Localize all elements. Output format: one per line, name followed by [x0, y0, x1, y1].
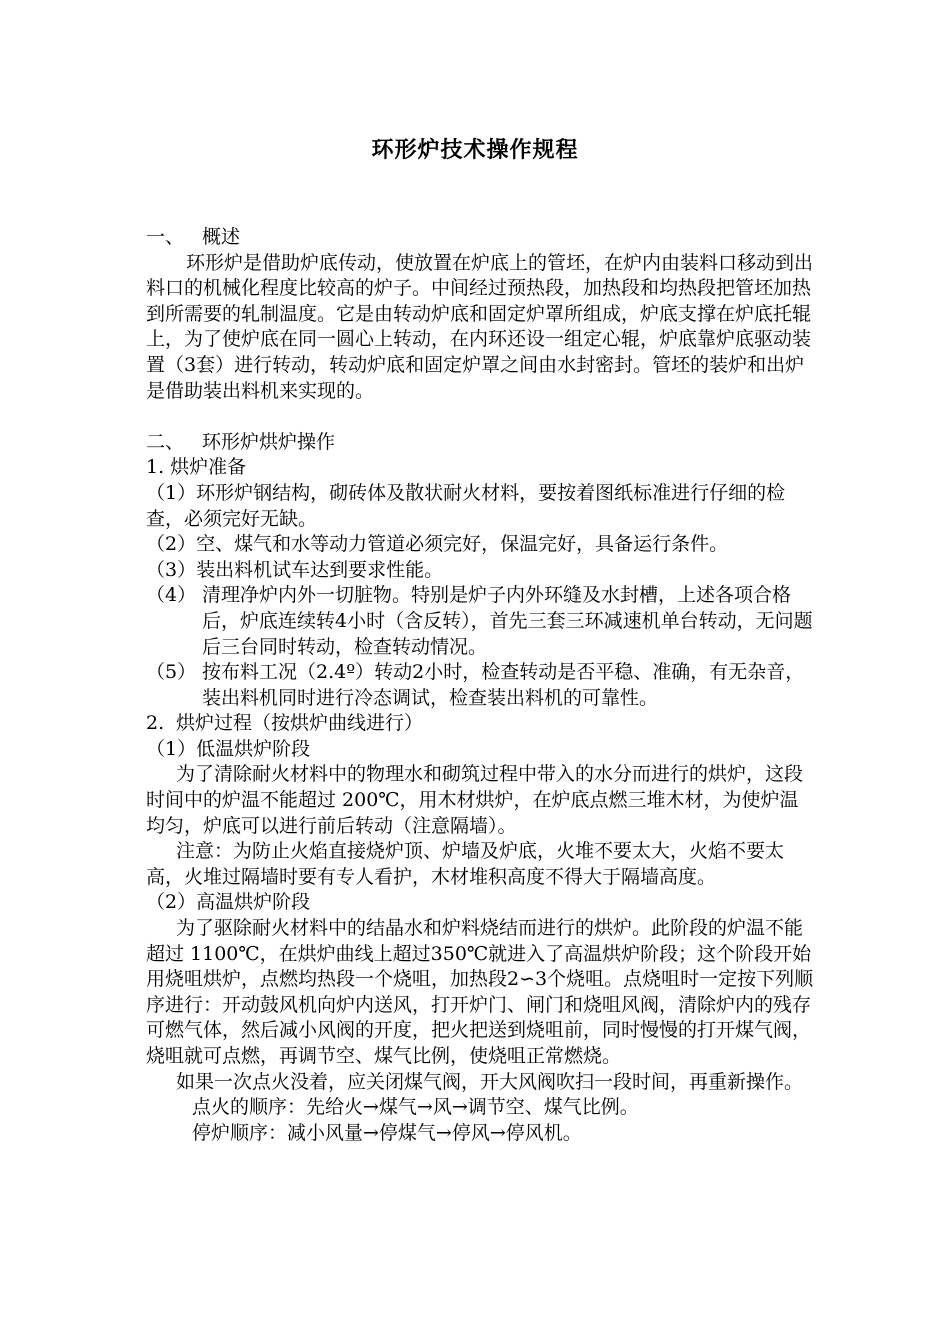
section-2-heading: [146, 430, 816, 456]
subsection-1-heading: 1. 烘炉准备: [146, 456, 247, 479]
list-item-3-label: （3）: [146, 558, 197, 581]
ignition-sequence: 点火的顺序：先给火→煤气→风→调节空、煤气比例。: [192, 1096, 639, 1119]
section-1-paragraph: 环形炉是借助炉底传动，使放置在炉底上的管坯，在炉内由装料口移动到出料口的机械化程度比较高的炉子。中间经过预热段，加热段和均热段把管坯加热到所需要的轧制温度。它是由转动炉底和固定炉罩所组成，炉底支撑在炉底托辊上，为了使炉底在同一圆心上转动，在内环还设一组定心辊，炉底靠炉底驱动装置（3套）进行转动，转动炉底和固定炉罩之间由水封密封。管坯的装炉和出炉是借助装出料机来实现的。: [146, 251, 814, 402]
shutdown-sequence: 停炉顺序：减小风量→停煤气→停风→停风机。: [192, 1121, 582, 1144]
list-item-2-label: （2）: [146, 533, 197, 556]
low-temp-paragraph: 为了清除耐火材料中的物理水和砌筑过程中带入的水分而进行的烘炉，这段时间中的炉温不能超过 200℃，用木材烘炉，在炉底点燃三堆木材，为使炉温均匀，炉底可以进行前后转动（注意隔墙）。: [146, 763, 804, 837]
low-temp-note: 注意：为防止火焰直接烧炉顶、炉墙及炉底，火堆不要太大，火焰不要太高，火堆过隔墙时要有专人看护，木材堆积高度不得大于隔墙高度。: [146, 840, 785, 888]
document-body: [146, 225, 816, 1146]
section-2-title: 环形炉烘炉操作: [202, 430, 336, 453]
section-1-number: 一、: [146, 226, 185, 248]
list-item-5-label: （5）: [146, 661, 197, 684]
list-item-4: [146, 583, 816, 660]
list-item-3: [146, 558, 816, 584]
low-temp-heading: （1）低温烘炉阶段: [146, 737, 311, 760]
section-1-heading: [146, 225, 816, 251]
blank-line: [146, 404, 816, 430]
subsection-2-heading: [146, 711, 816, 737]
list-item-3-text: 装出料机试车达到要求性能。: [196, 558, 444, 581]
section-2-number: 二、: [146, 430, 185, 453]
document-title: 环形炉技术操作规程: [371, 137, 579, 163]
list-item-2: [146, 532, 816, 558]
section-1-title: 概述: [202, 226, 241, 248]
list-item-5-text: 按布料工况（2.4º）转动2小时，检查转动是否平稳、准确，有无杂音，装出料机同时进行冷态调试，检查装出料机的可靠性。: [202, 661, 805, 709]
list-item-4-label: （4）: [146, 584, 197, 607]
list-item-4-text: 清理净炉内外一切脏物。特别是炉子内外环缝及水封槽，上述各项合格后，炉底连续转4小时（含反转），首先三套三环减速机单台转动，无问题后三台同时转动，检查转动情况。: [202, 584, 813, 658]
list-item-1-text: 环形炉钢结构，砌砖体及散状耐火材料，要按着图纸标准进行仔细的检查，必须完好无缺。: [146, 481, 786, 530]
list-item-1: [146, 481, 816, 532]
subsection-2-number: 2.: [146, 712, 165, 735]
high-temp-paragraph-2: 如果一次点火没着，应关闭煤气阀，开大风阀吹扫一段时间，再重新操作。: [176, 1070, 804, 1093]
high-temp-heading: （2）高温烘炉阶段: [146, 891, 311, 914]
subsection-2-title: 烘炉过程（按烘炉曲线进行）: [176, 712, 424, 735]
list-item-2-text: 空、煤气和水等动力管道必须完好，保温完好，具备运行条件。: [196, 533, 729, 556]
list-item-1-label: （1）: [146, 481, 197, 504]
high-temp-paragraph: 为了驱除耐火材料中的结晶水和炉料烧结而进行的烘炉。此阶段的炉温不能超过 1100℃，在烘炉曲线上超过350℃就进入了高温烘炉阶段；这个阶段开始用烧咀烘炉，点燃均热段一个烧咀，加热段2∽3个烧咀。点烧咀时一定按下列顺序进行：开动鼓风机向炉内送风，打开炉门、闸门和烧咀风阀，清除炉内的残存可燃气体，然后减小风阀的开度，把火把送到烧咀前，同时慢慢的打开煤气阀，烧咀就可点燃，再调节空、煤气比例，使烧咀正常燃烧。: [146, 917, 814, 1067]
list-item-5: [146, 660, 816, 711]
